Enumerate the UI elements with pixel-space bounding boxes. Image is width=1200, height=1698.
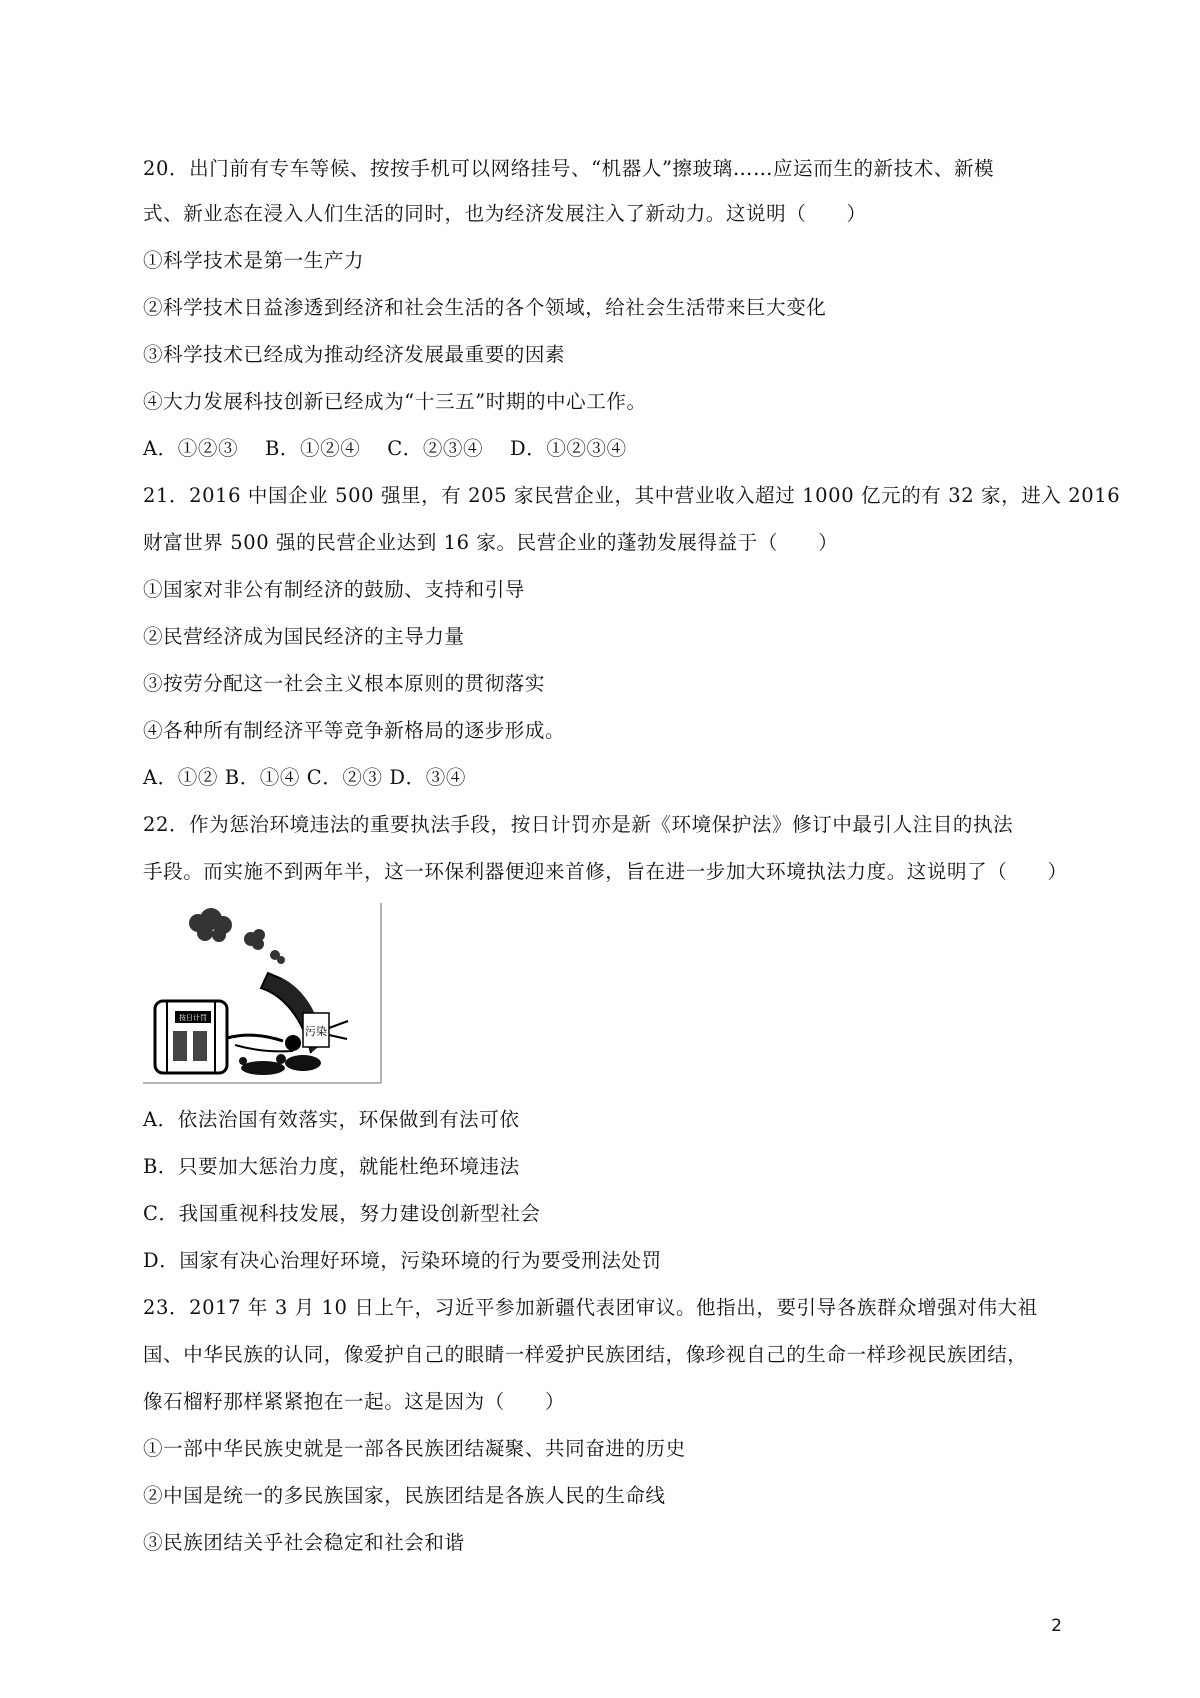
- q20-stem-line2: 式、新业态在浸入人们生活的同时，也为经济发展注入了新动力。这说明（ ）: [143, 202, 867, 225]
- page-number: 2: [1051, 1616, 1062, 1636]
- cartoon-label-right: 污染: [305, 1025, 327, 1038]
- q21-option-3: ③按劳分配这一社会主义根本原则的贯彻落实: [143, 672, 546, 695]
- q20-stem-line1: 20．出门前有专车等候、按按手机可以网络挂号、“机器人”擦玻璃……应运而生的新技术、新模: [143, 157, 995, 180]
- q21-stem-line1: 21．2016 中国企业 500 强里，有 205 家民营企业，其中营业收入超过 1000 亿元的有 32 家，进入 2016: [143, 484, 1121, 507]
- q23-stem-line3: 像石榴籽那样紧紧抱在一起。这是因为（ ）: [143, 1390, 566, 1413]
- q23-option-3: ③民族团结关乎社会稳定和社会和谐: [143, 1531, 465, 1554]
- q21-option-2: ②民营经济成为国民经济的主导力量: [143, 625, 465, 648]
- q22-stem-line2: 手段。而实施不到两年半，这一环保利器便迎来首修，旨在进一步加大环境执法力度。这说明了（ ）: [143, 860, 1068, 883]
- q22-option-b: B．只要加大惩治力度，就能杜绝环境违法: [143, 1155, 520, 1178]
- q20-option-4: ④大力发展科技创新已经成为“十三五”时期的中心工作。: [143, 390, 647, 413]
- cartoon-label-left: 按日计罚: [179, 1014, 207, 1022]
- q20-option-1: ①科学技术是第一生产力: [143, 249, 365, 272]
- q21-option-1: ①国家对非公有制经济的鼓励、支持和引导: [143, 578, 525, 601]
- q23-option-2: ②中国是统一的多民族国家，民族团结是各族人民的生命线: [143, 1484, 666, 1507]
- q22-option-d: D．国家有决心治理好环境，污染环境的行为要受刑法处罚: [143, 1249, 662, 1272]
- q22-option-a: A．依法治国有效落实，环保做到有法可依: [143, 1108, 520, 1131]
- q22-cartoon-image: [143, 903, 383, 1085]
- q21-stem-line2: 财富世界 500 强的民营企业达到 16 家。民营企业的蓬勃发展得益于（ ）: [143, 531, 839, 554]
- q22-option-c: C．我国重视科技发展，努力建设创新型社会: [143, 1202, 541, 1225]
- q22-stem-line1: 22．作为惩治环境违法的重要执法手段，按日计罚亦是新《环境保护法》修订中最引人注目的执法: [143, 813, 1014, 836]
- q21-option-4: ④各种所有制经济平等竞争新格局的逐步形成。: [143, 719, 566, 742]
- q20-option-2: ②科学技术日益渗透到经济和社会生活的各个领域，给社会生活带来巨大变化: [143, 296, 827, 319]
- q23-stem-line2: 国、中华民族的认同，像爱护自己的眼睛一样爱护民族团结，像珍视自己的生命一样珍视民族团结，: [143, 1343, 1028, 1366]
- q23-stem-line1: 23．2017 年 3 月 10 日上午，习近平参加新疆代表团审议。他指出，要引导各族群众增强对伟大祖: [143, 1296, 1038, 1319]
- q21-answer-choices: A．①② B．①④ C．②③ D．③④: [143, 766, 466, 789]
- q20-answer-choices: A．①②③ B．①②④ C．②③④ D．①②③④: [143, 437, 627, 460]
- q23-option-1: ①一部中华民族史就是一部各民族团结凝聚、共同奋进的历史: [143, 1437, 686, 1460]
- q20-option-3: ③科学技术已经成为推动经济发展最重要的因素: [143, 343, 566, 366]
